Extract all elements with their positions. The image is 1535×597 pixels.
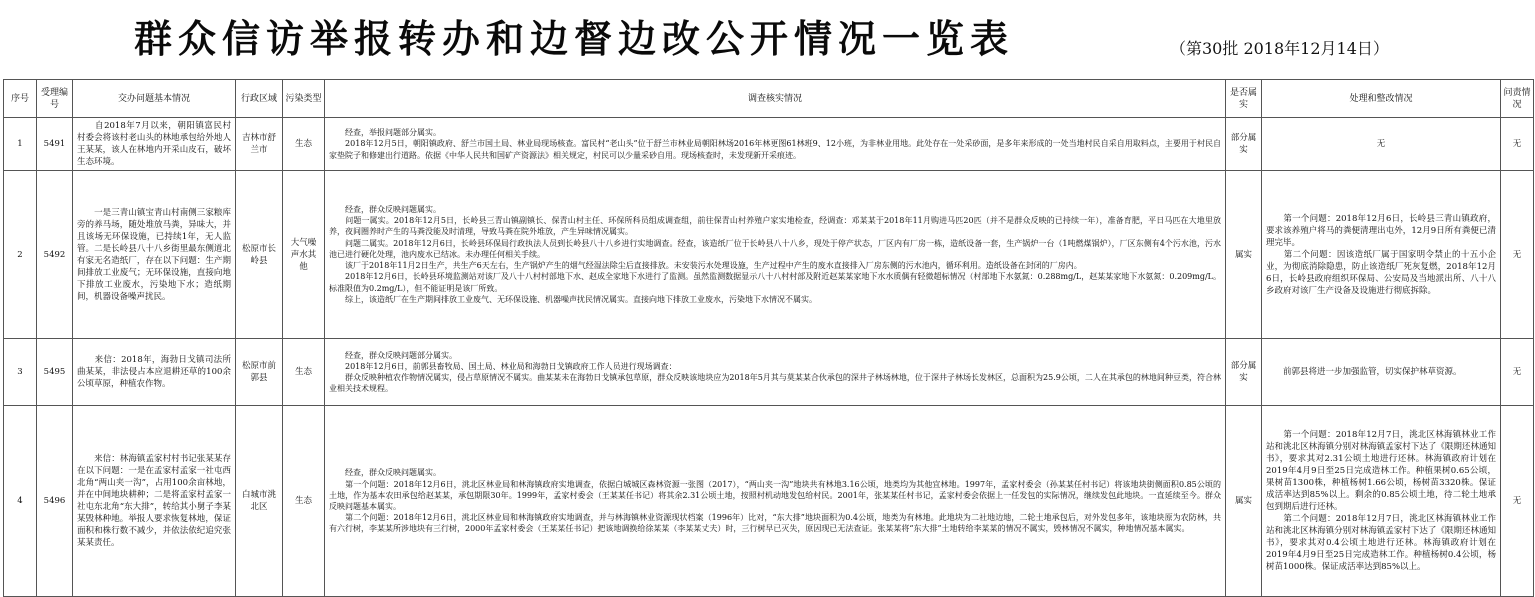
column-header: 污染类型 <box>283 80 325 118</box>
column-header: 调查核实情况 <box>325 80 1226 118</box>
verified-status: 部分属实 <box>1226 118 1262 171</box>
row-number: 4 <box>4 406 37 597</box>
investigation-result: 经查，群众反映问题属实。 第一个问题：2018年12月6日，洮北区林业局和林海镇政府实地调查，依据白城城区森林资源一张图（2017），“两山夹一沟”地块共有林地3.16公顷，地类均为其他宜林地。1997年，孟家村委会（孙某某任村书记）将该地块街侧面积0.85公顷的土地，作为基本农田承包给赵某某，承包期限30年。1999年，孟家村委会（王某某任书记）将其余2.31公顷土地，按照村机动地发包给村民。2001年，张某某任村书记，孟家村委会依据上一任发包的实际情况，继续发包此地块。一直延续至今。群众反映问题基本属实。 第二个问题：2018年12月6日，洮北区林业局和林海镇政府实地调查，并与林海镇林业资源现状档案（1996年）比对，“东大排”地块面积为0.4公顷，地类为有林地。此地块为二社地边地，二轮土地承包后，对外发包多年，该地块原为农防林，共有六行树，李某某所涉地块有三行树，2000年孟家村委会（王某某任书记）把该地调换给徐某某（李某某丈夫）时，三行树早已灭失，原因现已无法查证。张某某将“东大排”土地转给李某某的情况不属实，毁林情况不属实，种地情况基本属实。 <box>325 406 1226 597</box>
region: 白城市洮北区 <box>236 406 283 597</box>
pollution-type: 生态 <box>283 118 325 171</box>
investigation-result: 经查，群众反映问题属实。 问题一属实。2018年12月5日，长岭县三青山镇副镇长、保青山村主任、环保所科员组成调查组，前往保青山村养殖户家实地检查，经调查：邓某某于2018年11月购进马匹20匹（并不是群众反映的已持续一年），准备育肥，平日马匹在大地里放养，夜间圈养时产生的马粪没能及时清理，导致马粪在院外堆放，产生异味情况属实。 问题二属实。2018年12月6日，长岭县环保局行政执法人员到长岭县八十八乡进行实地调查。经查，该造纸厂位于长岭县八十八乡，现处于停产状态，厂区内有厂房一栋，造纸设备一套，生产锅炉一台（1吨燃煤锅炉），厂区东侧有4个污水池，污水池已进行硬化处理，池内废水已结冰。未办理任何相关手续。 该厂于2018年11月2日生产，共生产6天左右，生产锅炉产生的烟气经湿法除尘后直接排放。未安装污水处理设施，生产过程中产生的废水直接排入厂房东侧的污水池内，循环利用。造纸设备在封闭的厂房内。 2018年12月6日，长岭县环境监测站对该厂及八十八村村部地下水、赵成全家地下水进行了监测。虽然监测数据显示八十八村村部及附近赵某某家地下水水质偶有轻微超标情况（村部地下水氨氮：0.288mg/L，赵某某家地下水氨氮：0.209mg/L。标准限值为0.2mg/L），但不能证明是该厂所致。 综上，该造纸厂在生产期间排放工业废气、无环保设施、机器噪声扰民情况属实。直接向地下排放工业废水，污染地下水情况不属实。 <box>325 171 1226 339</box>
public-disclosure-table <box>3 79 1534 597</box>
region: 松原市前郭县 <box>236 339 283 406</box>
pollution-type: 生态 <box>283 339 325 406</box>
handling-rectification: 前郭县将进一步加强监管，切实保护林草资源。 <box>1262 339 1501 406</box>
investigation-result: 经查，举报问题部分属实。 2018年12月5日，朝阳镇政府、舒兰市国土局、林业局现场核查。富民村“老山头”位于舒兰市林业局朝阳林场2016年林更图61林班9、12小班，为非林业用地。此处存在一处采砂面，是多年来形成的一处当地村民自采自用取料点，主要用于村民自家垫院子和修建出行道路。依据《中华人民共和国矿产资源法》相关规定，村民可以少量采砂自用。现场核查时，未发现新开采痕迹。 <box>325 118 1226 171</box>
column-header: 处理和整改情况 <box>1262 80 1501 118</box>
table-row <box>4 171 1534 339</box>
table-row <box>4 118 1534 171</box>
column-header: 交办问题基本情况 <box>73 80 236 118</box>
handling-rectification: 第一个问题：2018年12月7日，洮北区林海镇林业工作站和洮北区林海镇分别对林海镇孟家村下达了《限期还林通知书》，要求其对2.31公顷土地进行还林。林海镇政府计划在2019年4月9日至25日完成造林工作。种植果树0.65公顷，果树苗1300株，种植杨树1.66公顷，杨树苗3320株。保证成活率达到85%以上。剩余的0.85公顷土地，待二轮土地承包到期后进行还林。 第二个问题：2018年12月7日，洮北区林海镇林业工作站和洮北区林海镇分别对林海镇孟家村下达了《限期还林通知书》，要求其对0.4公顷土地进行还林。林海镇政府计划在2019年4月9日至25日完成造林工作。种植杨树0.4公顷，杨树苗1000株。保证成活率达到85%以上。 <box>1262 406 1501 597</box>
pollution-type: 生态 <box>283 406 325 597</box>
issue-description: 一是三青山镇宝青山村南侧三家粮库旁的养马场，随处堆放马粪，异味大，并且该场无环保设施，已持续1年，无人监管。二是长岭县八十八乡街里最东侧道北有家无名造纸厂，存在以下问题：生产期间排放工业废气；无环保设施，直接向地下排放工业废水，污染地下水；造纸期间，机器设备噪声扰民。 <box>73 171 236 339</box>
case-id: 5492 <box>37 171 73 339</box>
accountability: 无 <box>1501 171 1534 339</box>
row-number: 1 <box>4 118 37 171</box>
case-id: 5496 <box>37 406 73 597</box>
table-header-row <box>4 80 1534 118</box>
accountability: 无 <box>1501 118 1534 171</box>
table-row <box>4 339 1534 406</box>
row-number: 3 <box>4 339 37 406</box>
table-row <box>4 406 1534 597</box>
verified-status: 属实 <box>1226 406 1262 597</box>
verified-status: 属实 <box>1226 171 1262 339</box>
title-row <box>0 0 1535 76</box>
batch-date-subtitle: （第30批 2018年12月14日） <box>1170 39 1389 58</box>
issue-description: 自2018年7月以来，朝阳镇富民村村委会将该村老山头的林地承包给外地人王某某，该人在林地内开采山皮石，破坏生态环境。 <box>73 118 236 171</box>
page-title: 群众信访举报转办和边督边改公开情况一览表 <box>134 17 1015 61</box>
accountability: 无 <box>1501 406 1534 597</box>
column-header: 问责情况 <box>1501 80 1534 118</box>
investigation-result: 经查，群众反映问题部分属实。 2018年12月6日，前郭县畜牧局、国土局、林业局和海勃日戈镇政府工作人员进行现场调查： 群众反映种植农作物情况属实，侵占草原情况不属实。曲某某未在海勃日戈镇承包草原，群众反映该地块应为2018年5月其与莫某某合伙承包的深井子林场林地，位于深井子林场长发林区，总面积为25.9公顷，二人在其承包的林地间种豆类，符合林业相关技术规程。 <box>325 339 1226 406</box>
handling-rectification: 第一个问题：2018年12月6日，长岭县三青山镇政府，要求该养殖户将马的粪便清理出屯外，12月9日所有粪便已清理完毕。 第二个问题：因该造纸厂属于国家明令禁止的十五小企业，为彻底消除隐患，防止该造纸厂死灰复燃，2018年12月6日，长岭县政府组织环保局、公安局及当地派出所、八十八乡政府对该厂生产设备及设施进行彻底拆除。 <box>1262 171 1501 339</box>
case-id: 5491 <box>37 118 73 171</box>
region: 松原市长岭县 <box>236 171 283 339</box>
handling-rectification: 无 <box>1262 118 1501 171</box>
region: 吉林市舒兰市 <box>236 118 283 171</box>
case-id: 5495 <box>37 339 73 406</box>
column-header: 受理编号 <box>37 80 73 118</box>
row-number: 2 <box>4 171 37 339</box>
column-header: 是否属实 <box>1226 80 1262 118</box>
verified-status: 部分属实 <box>1226 339 1262 406</box>
column-header: 序号 <box>4 80 37 118</box>
pollution-type: 大气噪声水其他 <box>283 171 325 339</box>
accountability: 无 <box>1501 339 1534 406</box>
issue-description: 来信：2018年，海勃日戈镇司法所曲某某，非法侵占本应退耕还草的100余公顷草原，种植农作物。 <box>73 339 236 406</box>
issue-description: 来信：林海镇孟家村村书记张某某存在以下问题：一是在孟家村孟家一社屯西北角“两山夹一沟”，占用100余亩林地，并在中间地块耕种；二是将孟家村孟家一社屯东北角“东大排”，转给其小舅子李某某毁林种地。举报人要求恢复林地，保证面积和株行数不减少，并依法依纪追究张某某责任。 <box>73 406 236 597</box>
column-header: 行政区域 <box>236 80 283 118</box>
